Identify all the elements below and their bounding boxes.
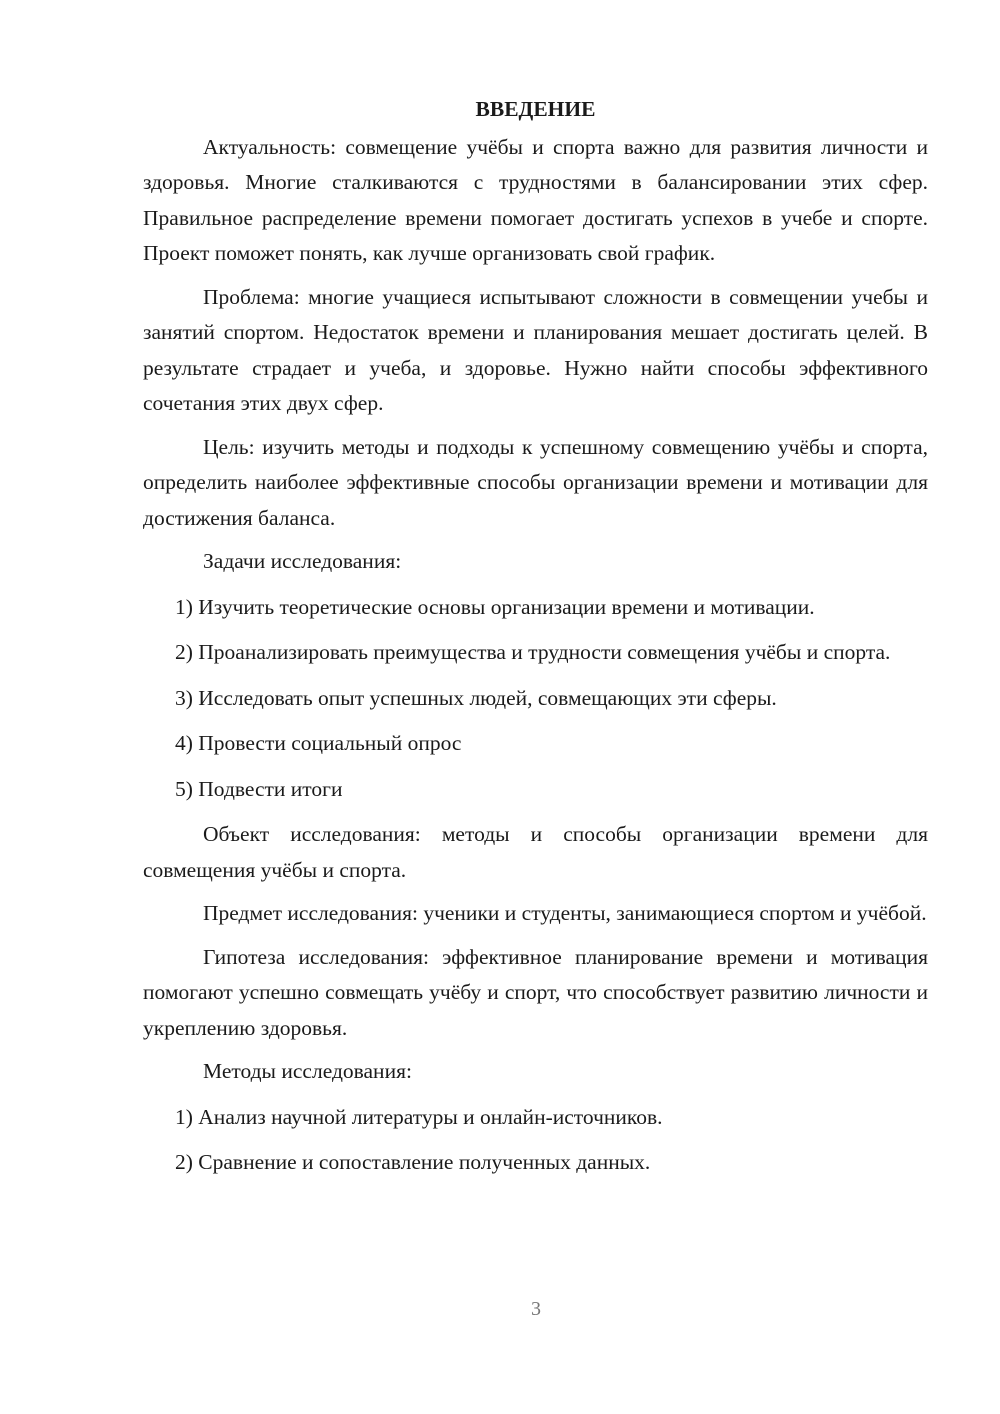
task-item: 4) Провести социальный опрос bbox=[175, 731, 462, 755]
page-title: ВВЕДЕНИЕ bbox=[475, 97, 596, 121]
method-item: 2) Сравнение и сопоставление полученных данных. bbox=[175, 1150, 651, 1174]
task-item: 5) Подвести итоги bbox=[175, 776, 343, 801]
problem-paragraph: Проблема: многие учащиеся испытывают сложности в совмещении учебы и занятий спортом. Недостаток времени и планирования мешает достигать целей. В результате страдает и учеба, и здоровье. Нужно найти способы эффективного сочетания этих двух сфер. bbox=[143, 284, 928, 415]
task-item: 1) Изучить теоретические основы организации времени и мотивации. bbox=[175, 594, 815, 619]
document-page bbox=[143, 92, 928, 1191]
tasks-heading: Задачи исследования: bbox=[203, 549, 402, 573]
methods-heading: Методы исследования: bbox=[203, 1059, 412, 1083]
hypothesis-paragraph: Гипотеза исследования: эффективное планирование времени и мотивация помогают успешно совмещать учёбу и спорт, что способствует развитию личности и укреплению здоровья. bbox=[143, 944, 928, 1040]
task-item: 3) Исследовать опыт успешных людей, совмещающих эти сферы. bbox=[175, 685, 777, 710]
subject-paragraph: Предмет исследования: ученики и студенты, занимающиеся спортом и учёбой. bbox=[203, 901, 927, 925]
task-item: 2) Проанализировать преимущества и трудности совмещения учёбы и спорта. bbox=[175, 640, 891, 664]
method-item: 1) Анализ научной литературы и онлайн-источников. bbox=[175, 1104, 663, 1129]
page-number: 3 bbox=[531, 1298, 541, 1320]
goal-paragraph: Цель: изучить методы и подходы к успешному совмещению учёбы и спорта, определить наиболее эффективные способы организации времени и мотивации для достижения баланса. bbox=[143, 434, 928, 530]
object-paragraph: Объект исследования: методы и способы организации времени для совмещения учёбы и спорта. bbox=[143, 822, 928, 882]
relevance-paragraph: Актуальность: совмещение учёбы и спорта важно для развития личности и здоровья. Многие сталкиваются с трудностями в балансировании этих сфер. Правильное распределение времени помогает достигать успехов в учебе и спорте. Проект поможет понять, как лучше организовать свой график. bbox=[143, 134, 928, 265]
